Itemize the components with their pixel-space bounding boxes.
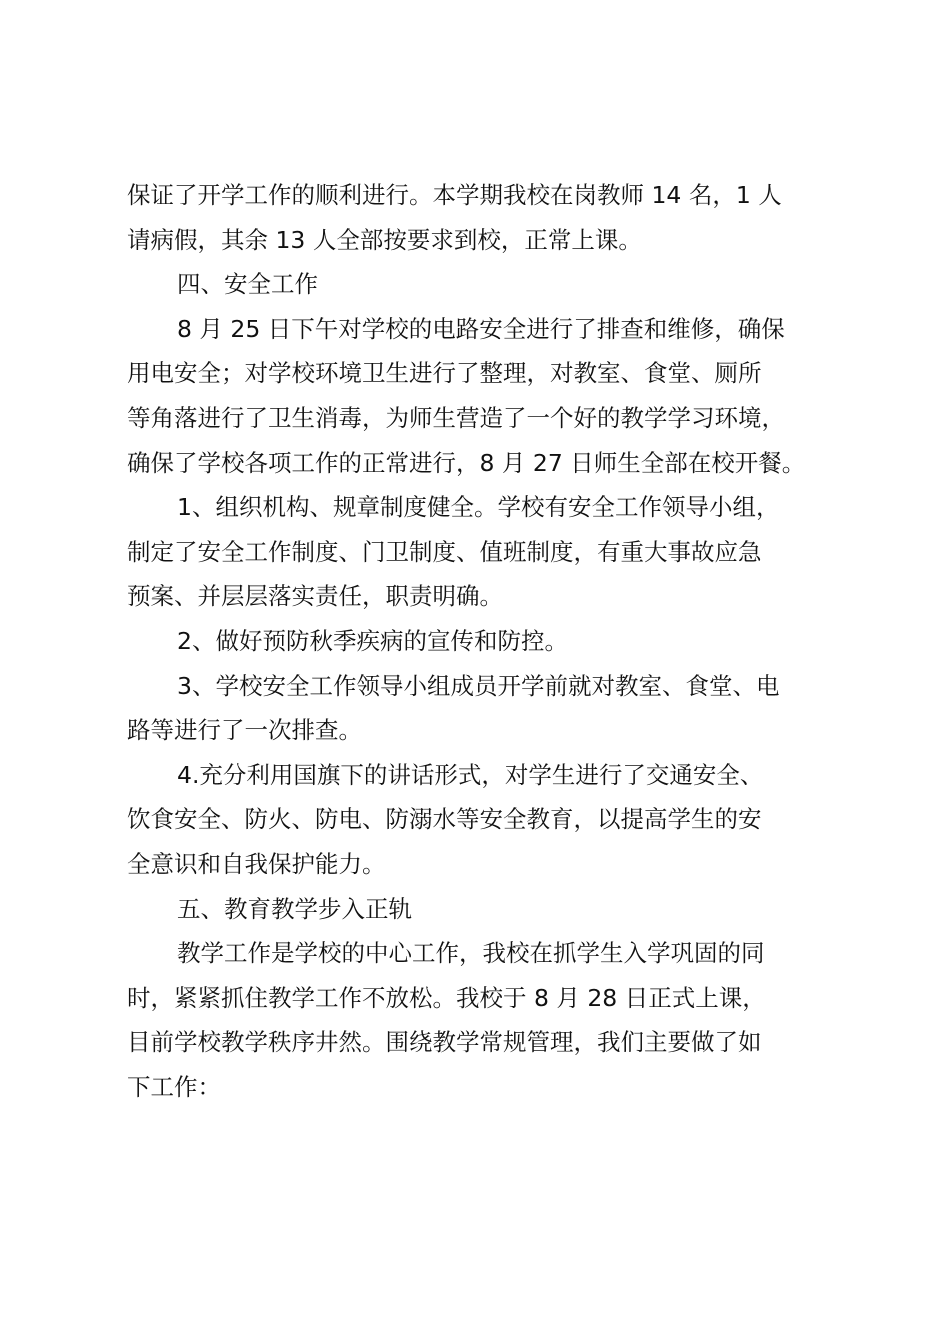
text-line: 请病假，其余 13 人全部按要求到校，正常上课。 [127,225,642,254]
text-line: 等角落进行了卫生消毒，为师生营造了一个好的教学学习环境， [127,403,785,432]
list-item-2: 2、做好预防秋季疾病的宣传和防控。 [177,626,568,655]
text-line: 预案、并层层落实责任，职责明确。 [127,582,503,611]
text-line: 时，紧紧抓住教学工作不放松。我校于 8 月 28 日正式上课， [127,983,766,1012]
list-item-4: 4.充分利用国旗下的讲话形式，对学生进行了交通安全、 [177,760,764,789]
text-line: 路等进行了一次排查。 [127,716,362,745]
text-line: 保证了开学工作的顺利进行。本学期我校在岗教师 14 名，1 人 [127,181,782,209]
text-line: 教学工作是学校的中心工作，我校在抓学生入学巩固的同 [177,939,765,968]
text-line: 饮食安全、防火、防电、防溺水等安全教育，以提高学生的安 [127,805,762,834]
text-line: 8 月 25 日下午对学校的电路安全进行了排查和维修，确保 [177,314,785,343]
text-line: 用电安全；对学校环境卫生进行了整理，对教室、食堂、厕所 [127,359,762,388]
section-heading-safety: 四、安全工作 [177,270,318,299]
text-line: 全意识和自我保护能力。 [127,849,386,878]
section-heading-teaching: 五、教育教学步入正轨 [177,894,412,923]
text-line: 下工作： [127,1072,221,1101]
text-line: 确保了学校各项工作的正常进行，8 月 27 日师生全部在校开餐。 [127,448,806,477]
list-item-3: 3、学校安全工作领导小组成员开学前就对教室、食堂、电 [177,671,780,700]
document-body [127,173,847,1109]
text-line: 制定了安全工作制度、门卫制度、值班制度，有重大事故应急 [127,537,762,566]
list-item-1: 1、组织机构、规章制度健全。学校有安全工作领导小组， [177,493,780,522]
text-line: 目前学校教学秩序井然。围绕教学常规管理，我们主要做了如 [127,1028,762,1057]
